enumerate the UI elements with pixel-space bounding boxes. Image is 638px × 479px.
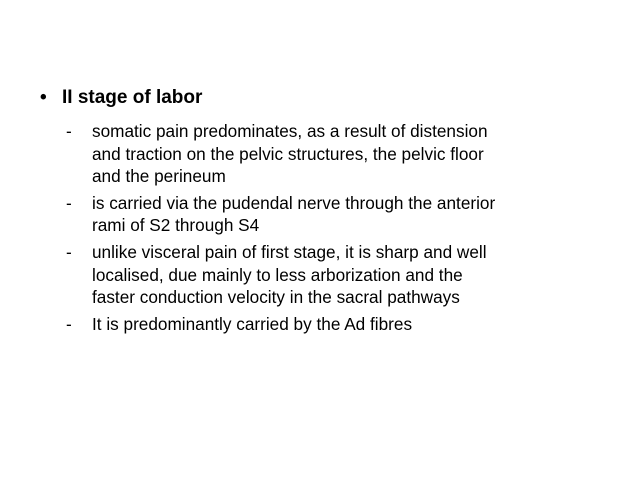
list-item	[64, 192, 624, 237]
dash-icon: -	[66, 192, 72, 213]
text-line: faster conduction velocity in the sacral pathways	[92, 287, 460, 308]
list-item-text	[92, 120, 624, 188]
text-line: somatic pain predominates, as a result of distension	[92, 121, 488, 141]
dash-icon: -	[66, 241, 72, 262]
slide-heading: II stage of labor	[62, 87, 203, 108]
text-line: is carried via the pudendal nerve through the anterior	[92, 192, 496, 213]
text-line: localised, due mainly to less arborization and the	[92, 264, 463, 285]
bullet-icon: •	[40, 87, 47, 108]
list-item-text	[92, 313, 624, 336]
list-item	[64, 241, 624, 309]
list-item-text	[92, 241, 624, 309]
dash-icon: -	[66, 313, 72, 334]
list-item	[64, 120, 624, 188]
text-line: rami of S2 through S4	[92, 215, 260, 236]
text-line: and traction on the pelvic structures, the pelvic floor	[92, 143, 484, 164]
dash-icon: -	[66, 121, 72, 141]
text-line: and the perineum	[92, 166, 226, 187]
list-item-text	[92, 192, 624, 237]
list-item	[64, 313, 624, 336]
main-bullet	[40, 86, 202, 110]
sub-bullet-list	[64, 120, 624, 339]
text-line: It is predominantly carried by the Ad fibres	[92, 313, 413, 334]
text-line: unlike visceral pain of first stage, it is sharp and well	[92, 241, 487, 262]
